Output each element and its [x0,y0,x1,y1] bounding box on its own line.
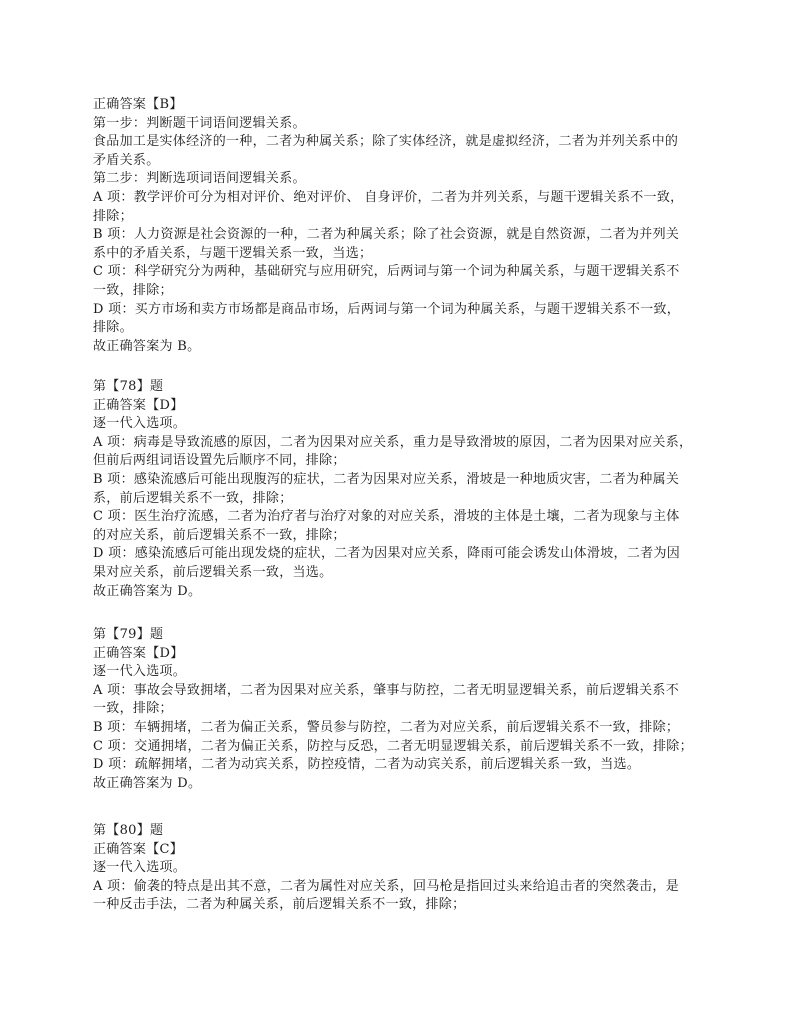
text-line: D 项：买方市场和卖方市场都是商品市场，后两词与第一个词为种属关系，与题干逻辑关系不一致， [93,301,681,317]
text-line: 正确答案【C】 [93,841,184,857]
text-line: B 项：感染流感后可能出现腹泻的症状，二者为因果对应关系，滑坡是一种地质灾害，二者为种属关 [93,471,680,487]
text-line: 一种反击手法，二者为种属关系，前后逻辑关系不一致，排除； [93,897,466,913]
text-line: 食品加工是实体经济的一种，二者为种属关系；除了实体经济，就是虚拟经济，二者为并列关系中的 [93,134,679,150]
text-line: 第一步：判断题干词语间逻辑关系。 [93,115,306,131]
text-line: 第【78】题 [93,379,164,394]
text-line: 排除； [93,208,133,224]
question-block-78 [93,378,713,601]
question-block-79 [93,626,713,793]
text-line: A 项：教学评价可分为相对评价、绝对评价、 自身评价，二者为并列关系，与题干逻辑关系不一致， [93,189,684,205]
text-line: 正确答案【D】 [93,645,184,661]
text-line: 故正确答案为 B。 [93,338,201,354]
text-line: A 项：偷袭的特点是出其不意，二者为属性对应关系，回马枪是指回过头来给追击者的突然袭击，是 [93,878,680,894]
text-line: C 项：交通拥堵，二者为偏正关系，防控与反恐，二者无明显逻辑关系，前后逻辑关系不一致，排除； [93,738,693,754]
text-line: 故正确答案为 D。 [93,583,202,599]
text-line: 正确答案【B】 [93,97,183,112]
text-line: A 项：病毒是导致流感的原因，二者为因果对应关系，重力是导致滑坡的原因，二者为因果对应关系， [93,434,693,450]
text-line: B 项：车辆拥堵，二者为偏正关系，警员参与防控，二者为对应关系，前后逻辑关系不一致，排除； [93,719,680,735]
text-line: 一致，排除； [93,701,173,717]
text-line: 正确答案【D】 [93,397,184,413]
text-line: 一致，排除； [93,282,173,298]
text-line: D 项：疏解拥堵，二者为动宾关系，防控疫情，二者为动宾关系，前后逻辑关系一致，当选。 [93,757,641,773]
text-line: 故正确答案为 D。 [93,775,202,791]
text-line: 逐一代入选项。 [93,860,187,876]
text-line: 第【79】题 [93,627,164,642]
text-line: 逐一代入选项。 [93,664,187,680]
text-line: D 项：感染流感后可能出现发烧的症状，二者为因果对应关系，降雨可能会诱发山体滑坡，二者为因 [93,546,681,562]
text-line: C 项：医生治疗流感，二者为治疗者与治疗对象的对应关系，滑坡的主体是土壤，二者为现象与主体 [93,509,680,525]
text-line: 逐一代入选项。 [93,416,187,432]
text-line: A 项：事故会导致拥堵，二者为因果对应关系，肇事与防控，二者无明显逻辑关系，前后逻辑关系不 [93,682,680,698]
text-line: 第二步：判断选项词语间逻辑关系。 [93,171,306,187]
text-line: B 项：人力资源是社会资源的一种，二者为种属关系；除了社会资源，就是自然资源，二者为并列关 [93,227,680,243]
text-line: 系中的矛盾关系，与题干逻辑关系一致，当选； [93,245,373,261]
text-line: 果对应关系，前后逻辑关系一致，当选。 [93,564,333,580]
answer-block-77 [93,96,713,356]
text-line: 矛盾关系。 [93,152,160,168]
text-line: C 项：科学研究分为两种，基础研究与应用研究，后两词与第一个词为种属关系，与题干逻辑关系不 [93,264,680,280]
text-line: 排除。 [93,320,133,336]
question-block-80 [93,822,713,915]
text-line: 系，前后逻辑关系不一致，排除； [93,490,293,506]
text-line: 但前后两组词语设置先后顺序不同，排除； [93,453,346,469]
text-line: 第【80】题 [93,823,164,838]
text-line: 的对应关系，前后逻辑关系不一致，排除； [93,527,346,543]
